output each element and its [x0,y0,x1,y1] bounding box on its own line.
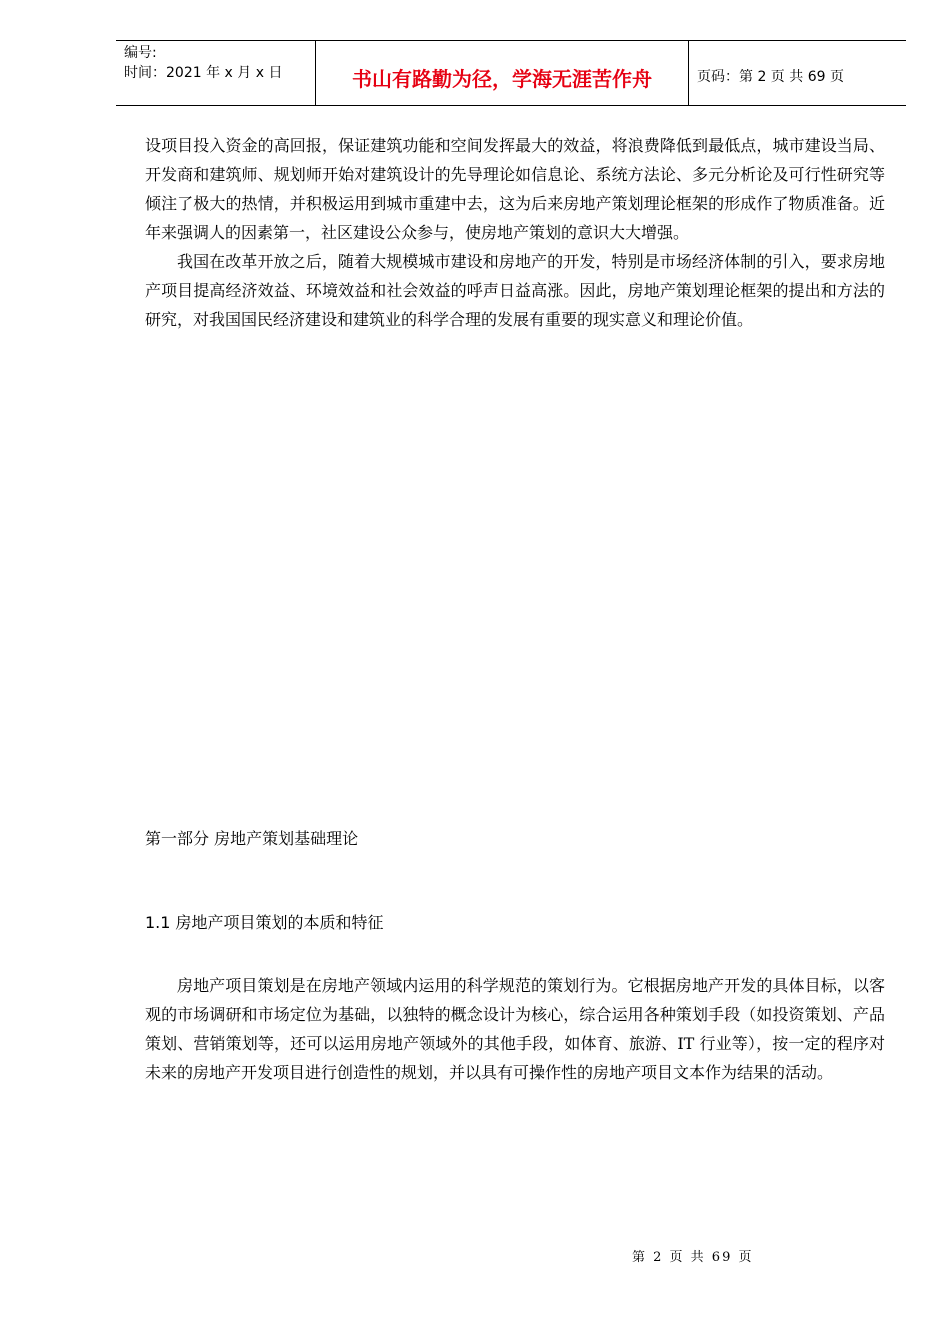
body-block-top [145,131,885,334]
page-footer: 第 2 页 共 69 页 [632,1250,754,1265]
document-number-label: 编号: [124,45,157,61]
part-heading: 第一部分 房地产策划基础理论 [145,829,359,848]
section-heading: 1.1 房地产项目策划的本质和特征 [145,913,384,932]
header-page-info: 页码：第 2 页 共 69 页 [697,69,844,85]
body-block-bottom [145,971,885,1087]
header-motto: 书山有路勤为径，学海无涯苦作舟 [352,66,652,91]
header-meta [116,41,316,105]
paragraph-1: 设项目投入资金的高回报，保证建筑功能和空间发挥最大的效益，将浪费降低到最低点，城市建设当局、开发商和建筑师、规划师开始对建筑设计的先导理论如信息论、系统方法论、多元分析论及可行性研究等倾注了极大的热情，并积极运用到城市重建中去，这为后来房地产策划理论框架的形成作了物质准备。近年来强调人的因素第一，社区建设公众参与，使房地产策划的意识大大增强。 [145,136,885,242]
paragraph-2: 我国在改革开放之后，随着大规模城市建设和房地产的开发，特别是市场经济体制的引入，要求房地产项目提高经济效益、环境效益和社会效益的呼声日益高涨。因此，房地产策划理论框架的提出和方法的研究，对我国国民经济建设和建筑业的科学合理的发展有重要的现实意义和理论价值。 [145,252,885,329]
header-motto-cell [316,41,689,105]
document-date: 时间：2021 年 x 月 x 日 [124,65,283,81]
page-header [116,40,906,106]
header-page-info-cell [689,41,906,105]
paragraph-3: 房地产项目策划是在房地产领域内运用的科学规范的策划行为。它根据房地产开发的具体目标，以客观的市场调研和市场定位为基础，以独特的概念设计为核心，综合运用各种策划手段（如投资策划、产品策划、营销策划等，还可以运用房地产领域外的其他手段，如体育、旅游、IT 行业等），按一定的程序对未来的房地产开发项目进行创造性的规划，并以具有可操作性的房地产项目文本作为结果的活动。 [145,976,885,1082]
